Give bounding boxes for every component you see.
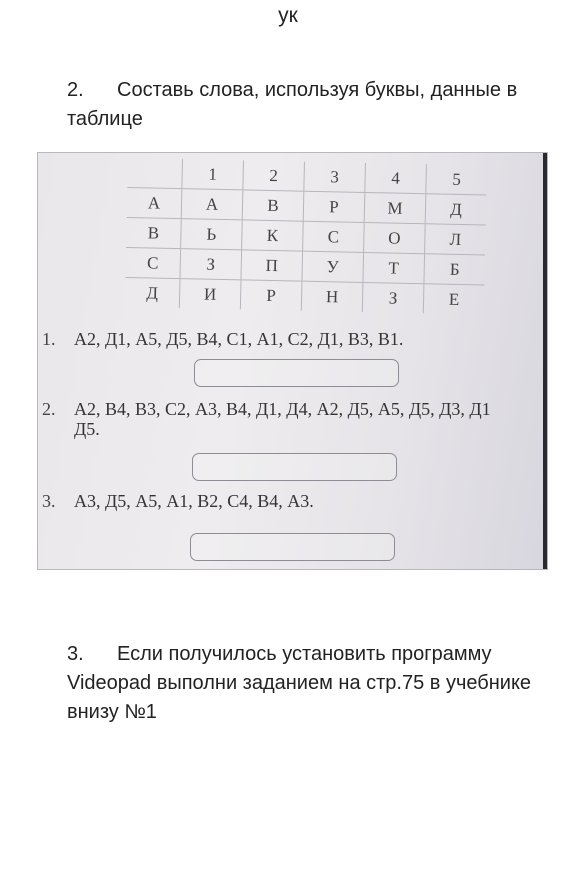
table-cell: Д (425, 194, 486, 225)
column-header: 4 (365, 163, 427, 194)
task-3 (67, 640, 567, 727)
exercise-3 (42, 491, 314, 512)
table-cell: И (179, 279, 241, 310)
exercise-2-number: 2. (42, 399, 56, 419)
table-cell: Ь (181, 219, 243, 250)
row-header: Д (125, 277, 180, 308)
table-cell: А (181, 189, 243, 220)
exercise-2-text: А2, В4, В3, С2, А3, В4, Д1, Д4, А2, Д5, А5, Д5, Д3, Д1 (74, 399, 491, 419)
letter-table (125, 158, 487, 314)
table-cell: З (362, 282, 424, 313)
table-cell: П (241, 250, 303, 281)
answer-box-2[interactable] (192, 453, 397, 481)
table-cell: О (364, 222, 426, 253)
table-row (125, 277, 485, 314)
table-cell: Л (425, 224, 486, 255)
answer-box-3[interactable] (190, 533, 395, 561)
exercise-3-text: А3, Д5, А5, А1, В2, С4, В4, А3. (74, 491, 314, 511)
table-cell: С (303, 221, 365, 252)
task-3-number: 3. (67, 643, 84, 665)
table-cell: Т (363, 252, 425, 283)
column-header: 2 (243, 160, 305, 191)
table-cell: У (302, 251, 364, 282)
table-cell: Б (424, 254, 485, 285)
row-header: С (125, 247, 180, 278)
column-header: 3 (304, 162, 366, 193)
worksheet-photo (37, 152, 548, 570)
table-cell: Н (301, 281, 363, 312)
table-cell: М (364, 192, 426, 223)
column-header: 5 (426, 164, 487, 195)
table-cell: Р (240, 280, 302, 311)
task-3-text: Если получилось установить программу Videopad выполни заданием на стр.75 в учебнике внизу №1 (67, 643, 532, 723)
table-cell: В (242, 190, 304, 221)
row-header: В (126, 217, 181, 248)
exercise-3-number: 3. (42, 491, 56, 511)
task-2-number: 2. (67, 79, 84, 101)
table-cell: Р (303, 191, 365, 222)
answer-box-1[interactable] (194, 359, 399, 387)
table-corner-cell (127, 158, 182, 189)
exercise-2-continuation: Д5. (74, 419, 100, 439)
photo-edge-shadow (543, 153, 547, 569)
task-2 (67, 76, 572, 134)
task-2-text: Составь слова, используя буквы, данные в таблице (67, 79, 518, 130)
column-header: 1 (182, 159, 244, 190)
exercise-1 (42, 329, 403, 350)
exercise-1-text: А2, Д1, А5, Д5, В4, С1, А1, С2, Д1, В3, В1. (74, 329, 404, 349)
row-header: А (127, 187, 182, 218)
exercise-1-number: 1. (42, 329, 56, 349)
exercise-2 (42, 399, 491, 420)
header-fragment: ук (278, 4, 298, 27)
table-cell: З (180, 249, 242, 280)
table-cell: Е (448, 289, 460, 309)
table-cell: К (242, 220, 304, 251)
